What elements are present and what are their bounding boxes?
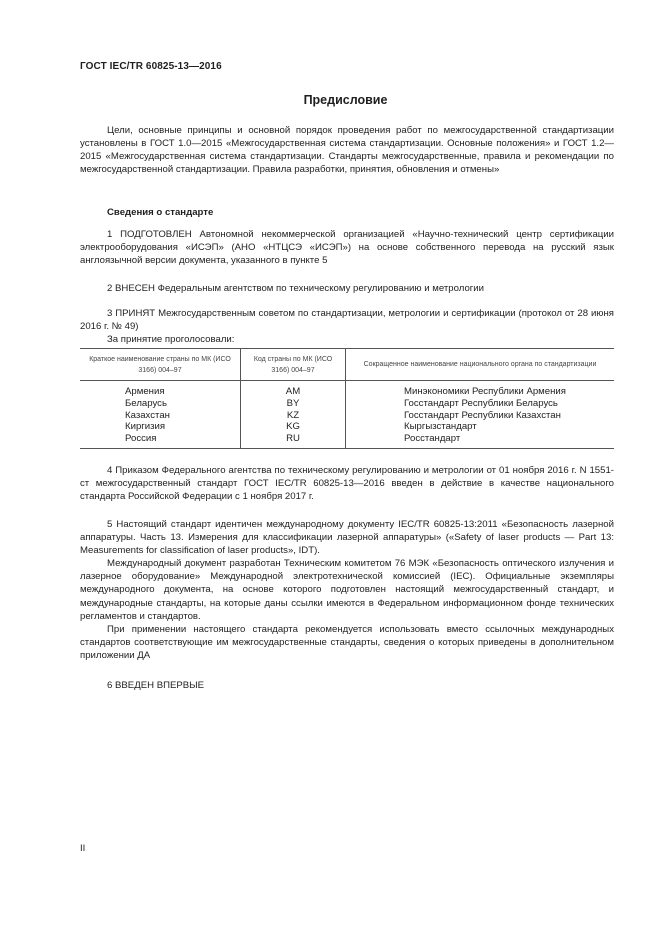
table-cell-code: KZ	[241, 410, 346, 422]
item-5-para-2: Международный документ разработан Техническим комитетом 76 МЭК «Безопасность оптического излучения и лазерное оборудование» Международной электротехнической комиссией (IEC). Официальные экземпляры международного документа, на основе которого подготовлен настоящий межгосударственный стандарт, и международные стандарты, на которые даны ссылки имеются в Федеральном информационном фонде технических регламентов и стандартов.	[80, 558, 614, 622]
table-row	[80, 410, 614, 422]
table-cell-body: Росстандарт	[346, 433, 615, 448]
table-cell-body: Госстандарт Республики Казахстан	[346, 410, 615, 422]
table-header-body: Сокращенное наименование национального органа по стандартизации	[346, 349, 615, 381]
table-header-code: Код страны по МК (ИСО 3166) 004–97	[241, 349, 346, 381]
item-6	[80, 679, 614, 692]
table-row	[80, 421, 614, 433]
item-5-para-3: При применении настоящего стандарта рекомендуется использовать вместо ссылочных международных стандартов соответствующие им межгосударственные стандарты, сведения о которых приведены в дополнительном приложении ДА	[80, 623, 614, 661]
table-row	[80, 398, 614, 410]
table-header-row	[80, 349, 614, 381]
table-cell-country: Казахстан	[125, 409, 170, 421]
table-header-country: Краткое наименование страны по МК (ИСО 3166) 004–97	[80, 349, 241, 381]
table-cell-country: Беларусь	[125, 397, 167, 409]
item-3-vote: За принятие проголосовали:	[107, 334, 235, 346]
item-1-text: 1 ПОДГОТОВЛЕН Автономной некоммерческой организацией «Научно-технический центр сертификации электрооборудования «ИСЭП» (АНО «НТЦСЭ «ИСЭП») на основе собственного перевода на русский язык англоязычной версии документа, указанного в пункте 5	[80, 229, 614, 267]
voting-table	[80, 348, 614, 449]
item-2-text: 2 ВНЕСЕН Федеральным агентством по техническому регулированию и метрологии	[107, 283, 485, 294]
table-cell-body: Минэкономики Республики Армения	[346, 381, 615, 398]
item-4	[80, 464, 614, 503]
section-heading-text: Сведения о стандарте	[107, 207, 214, 218]
table-cell-code: AM	[241, 381, 346, 398]
table-cell-country: Армения	[125, 386, 165, 397]
item-1	[80, 228, 614, 267]
table-cell-code: BY	[241, 398, 346, 410]
section-heading	[80, 206, 614, 219]
document-header: ГОСТ IEC/TR 60825-13—2016	[80, 61, 222, 72]
table-cell-country: Киргизия	[125, 421, 166, 433]
table-row	[80, 381, 614, 398]
item-5	[80, 518, 614, 662]
intro-paragraph	[80, 124, 614, 176]
table-cell-body: Госстандарт Республики Беларусь	[346, 398, 615, 410]
item-6-text: 6 ВВЕДЕН ВПЕРВЫЕ	[107, 680, 205, 691]
item-2	[80, 282, 614, 295]
item-4-text: 4 Приказом Федерального агентства по техническому регулированию и метрологии от 01 ноября 2016 г. N 1551-ст межгосударственный стандарт ГОСТ IEC/TR 60825-13—2016 введен в действие в качестве национального стандарта Российской Федерации с 1 ноября 2017 г.	[80, 465, 614, 503]
item-5-para-1: 5 Настоящий стандарт идентичен международному документу IEC/TR 60825-13:2011 «Безопасность лазерной аппаратуры. Часть 13. Измерения для классификации лазерной аппаратуры» («Safety of laser products — Part 13: Measurements for classification of laser products», IDT).	[80, 519, 614, 557]
item-3	[80, 307, 614, 346]
intro-text: Цели, основные принципы и основной порядок проведения работ по межгосударственной стандартизации установлены в ГОСТ 1.0—2015 «Межгосударственная система стандартизации. Основные положения» и ГОСТ 1.2—2015 «Межгосударственная система стандартизации. Стандарты межгосударственные, правила и рекомендации по межгосударственной стандартизации. Правила разработки, принятия, обновления и отмены»	[80, 125, 614, 176]
table-cell-body: Кыргызстандарт	[346, 421, 615, 433]
table-row	[80, 433, 614, 448]
page-number: II	[80, 843, 86, 854]
page-title: Предисловие	[303, 93, 388, 107]
table-cell-country: Россия	[80, 433, 241, 448]
table-cell-code: RU	[241, 433, 346, 448]
table-cell-code: KG	[241, 421, 346, 433]
item-3-text: 3 ПРИНЯТ Межгосударственным советом по стандартизации, метрологии и сертификации (протокол от 28 июня 2016 г. № 49)	[80, 308, 614, 333]
